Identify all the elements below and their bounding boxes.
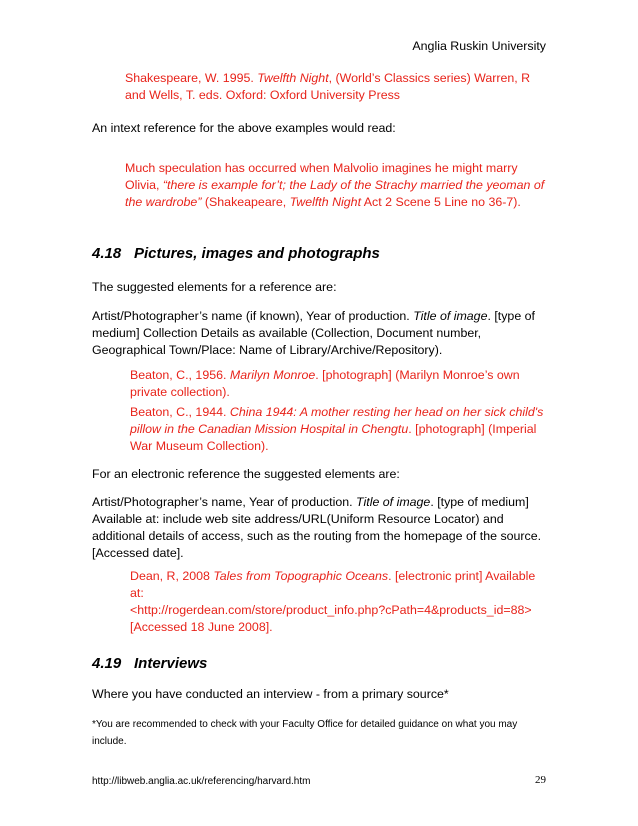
ref-text: , (World’s Classics series) Warren, R and Wells, T. eds. Oxford: Oxford University Press [125,71,531,102]
quote-title: Twelfth Night [289,195,362,209]
format-title: Title of image [356,495,431,509]
format-text: . [type of medium] Available at: include web site address/URL(Uniform Resource Locator) and additional details of access, such as the routing from the homepage of the source.[Accessed date]. [92,495,542,560]
format-text: Artist/Photographer’s name (if known), Year of production. [92,309,414,323]
ref-text: Dean, R, 2008 [130,569,214,583]
ref-title: Tales from Topographic Oceans [213,569,389,583]
quote-text: (Shakeapeare, [201,195,290,209]
ref-text: Shakespeare, W. 1995. [125,71,258,85]
header-university [412,38,546,55]
intext-quote-example [125,160,545,211]
format-text: Artist/Photographer’s name, Year of production. [92,495,357,509]
ref-text: . [electronic print] Available at: [130,569,536,600]
university-name: Anglia Ruskin University [412,39,546,53]
reference-beaton-1956 [130,367,545,401]
intext-intro [92,120,552,137]
footnote-text: *You are recommended to check with your Faculty Office for detailed guidance on what you may include. [92,719,518,747]
suggested-elements [92,279,552,296]
ref-title: China 1944: A mother resting her head on her sick child's pillow in the Canadian Mission Hospital in Chengtu [130,405,544,436]
reference-beaton-1944 [130,404,545,455]
ref-text: Beaton, C., 1956. [130,368,230,382]
footer-url-text: http://libweb.anglia.ac.uk/referencing/harvard.htm [92,776,311,787]
ref-text: . [photograph] (Marilyn Monroe’s own private collection). [130,368,520,399]
ref-text: Beaton, C., 1944. [130,405,230,419]
dean-accessed: [Accessed 18 June 2008]. [130,620,273,634]
section-number: 4.18 [92,245,122,262]
format-text: . [type of medium] Collection Details as available (Collection, Document number, Geographical Town/Place: Name of Library/Archive/Repository). [92,309,535,357]
section-number: 4.19 [92,655,122,672]
format-electronic [92,494,552,562]
quote-text: Act 2 Scene 5 Line no 36-7). [361,195,521,209]
dean-url: <http://rogerdean.com/store/product_info.php?cPath=4&products_id=88> [130,603,532,617]
quote-text: Much speculation has occurred when Malvolio imagines he might marry Olivia, [125,161,518,192]
paragraph-text: The suggested elements for a reference are: [92,280,337,294]
section-heading-4-19 [92,655,207,673]
section-title: Interviews [134,655,208,672]
interview-text [92,686,552,703]
page-number-text: 29 [535,774,546,786]
paragraph-text: An intext reference for the above examples would read: [92,121,396,135]
footer-url [92,773,310,790]
paragraph-text: For an electronic reference the suggested elements are: [92,467,400,481]
paragraph-text: Where you have conducted an interview - from a primary source* [92,687,449,701]
electronic-intro [92,466,552,483]
reference-shakespeare [125,70,550,104]
ref-text: . [photograph] (Imperial War Museum Collection). [130,422,537,453]
section-heading-4-18 [92,245,380,263]
format-pictures [92,308,552,359]
reference-dean [130,568,550,636]
ref-title: Twelfth Night [257,71,329,85]
section-title: Pictures, images and photographs [134,245,380,262]
ref-title: Marilyn Monroe [229,368,316,382]
footnote [92,716,552,750]
format-title: Title of image [413,309,488,323]
quote-excerpt: “there is example for’t; the Lady of the Strachy married the yeoman of the wardrobe” [125,178,545,209]
dean-citation [130,568,550,602]
page-number [535,772,546,789]
